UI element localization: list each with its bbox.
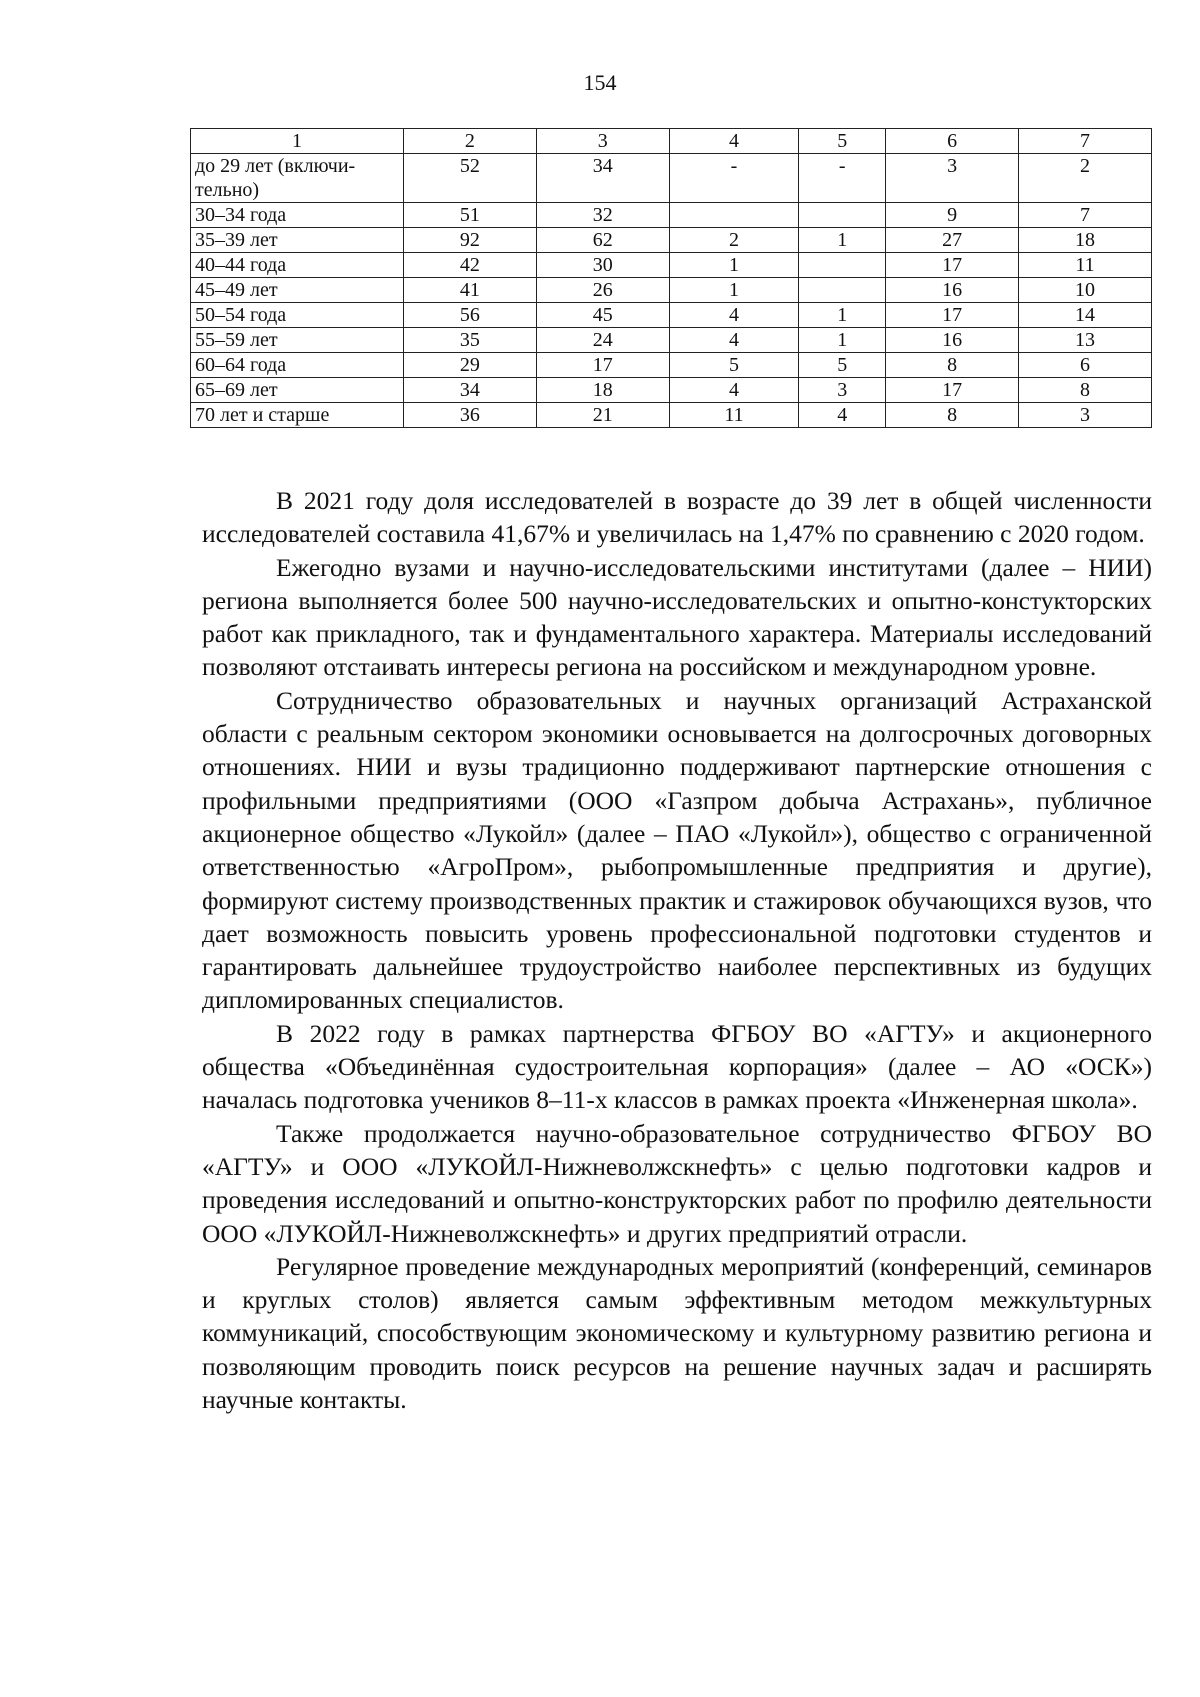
table-header-row: [191, 129, 1152, 154]
value-cell: 1: [669, 278, 798, 303]
age-group-cell: 55–59 лет: [191, 328, 404, 353]
value-cell: 4: [669, 303, 798, 328]
value-cell: 17: [536, 353, 669, 378]
header-cell: 6: [886, 129, 1019, 154]
body-text: [202, 484, 1152, 1416]
table-row: [191, 403, 1152, 428]
value-cell: 3: [799, 378, 886, 403]
value-cell: 51: [404, 203, 537, 228]
value-cell: 41: [404, 278, 537, 303]
value-cell: 1: [669, 253, 798, 278]
value-cell: 16: [886, 278, 1019, 303]
value-cell: 17: [886, 303, 1019, 328]
age-group-cell: до 29 лет (включи-тельно): [191, 154, 404, 203]
table-row: [191, 328, 1152, 353]
value-cell: 3: [886, 154, 1019, 203]
value-cell: 1: [799, 303, 886, 328]
value-cell: 1: [799, 328, 886, 353]
value-cell: 2: [1019, 154, 1152, 203]
header-cell: 1: [191, 129, 404, 154]
age-distribution-table: [190, 128, 1152, 428]
paragraph: Сотрудничество образовательных и научных организаций Астраханской области с реальным сектором экономики основывается на долгосрочных договорных отношениях. НИИ и вузы традиционно поддерживают партнерские отношения с профильными предприятиями (ООО «Газпром добыча Астрахань», публичное акционерное общество «Лукойл» (далее – ПАО «Лукойл»), общество с ограниченной ответственностью «АгроПром», рыбопромышленные предприятия и другие), формируют систему производственных практик и стажировок обучающихся вузов, что дает возможность повысить уровень профессиональной подготовки студентов и гарантировать дальнейшее трудоустройство наиболее перспективных из будущих дипломированных специалистов.: [202, 685, 1152, 1015]
value-cell: 21: [536, 403, 669, 428]
header-cell: 2: [404, 129, 537, 154]
value-cell: 32: [536, 203, 669, 228]
value-cell: 35: [404, 328, 537, 353]
value-cell: [669, 203, 798, 228]
header-cell: 3: [536, 129, 669, 154]
age-group-cell: 45–49 лет: [191, 278, 404, 303]
value-cell: 16: [886, 328, 1019, 353]
table-row: [191, 378, 1152, 403]
age-group-cell: 65–69 лет: [191, 378, 404, 403]
value-cell: [799, 278, 886, 303]
age-group-cell: 50–54 года: [191, 303, 404, 328]
paragraph: В 2021 году доля исследователей в возрасте до 39 лет в общей численности исследователей составила 41,67% и увеличилась на 1,47% по сравнению с 2020 годом.: [202, 486, 1152, 549]
value-cell: 4: [669, 378, 798, 403]
value-cell: 9: [886, 203, 1019, 228]
value-cell: -: [669, 154, 798, 203]
value-cell: 11: [1019, 253, 1152, 278]
value-cell: 3: [1019, 403, 1152, 428]
value-cell: 8: [886, 403, 1019, 428]
paragraph: В 2022 году в рамках партнерства ФГБОУ ВО «АГТУ» и акционерного общества «Объединённая судостроительная корпорация» (далее – АО «ОСК») началась подготовка учеников 8–11-х классов в рамках проекта «Инженерная школа».: [202, 1018, 1152, 1115]
value-cell: 56: [404, 303, 537, 328]
header-cell: 7: [1019, 129, 1152, 154]
value-cell: 45: [536, 303, 669, 328]
value-cell: 7: [1019, 203, 1152, 228]
value-cell: 18: [1019, 228, 1152, 253]
value-cell: 24: [536, 328, 669, 353]
value-cell: 6: [1019, 353, 1152, 378]
value-cell: 26: [536, 278, 669, 303]
value-cell: 2: [669, 228, 798, 253]
value-cell: [799, 203, 886, 228]
value-cell: 10: [1019, 278, 1152, 303]
table-row: [191, 203, 1152, 228]
table-row: [191, 278, 1152, 303]
value-cell: 29: [404, 353, 537, 378]
value-cell: 1: [799, 228, 886, 253]
header-cell: 5: [799, 129, 886, 154]
table-row: [191, 154, 1152, 203]
value-cell: [799, 253, 886, 278]
value-cell: 18: [536, 378, 669, 403]
page-number: 154: [583, 70, 617, 95]
table-row: [191, 353, 1152, 378]
value-cell: 4: [669, 328, 798, 353]
table-row: [191, 253, 1152, 278]
header-cell: 4: [669, 129, 798, 154]
value-cell: 34: [404, 378, 537, 403]
value-cell: 5: [799, 353, 886, 378]
value-cell: 30: [536, 253, 669, 278]
table-row: [191, 303, 1152, 328]
value-cell: 13: [1019, 328, 1152, 353]
value-cell: -: [799, 154, 886, 203]
age-group-cell: 30–34 года: [191, 203, 404, 228]
age-group-cell: 60–64 года: [191, 353, 404, 378]
table-row: [191, 228, 1152, 253]
value-cell: 27: [886, 228, 1019, 253]
paragraph: Регулярное проведение международных мероприятий (конференций, семинаров и круглых столов) является самым эффективным методом межкультурных коммуникаций, способствующим экономическому и культурному развитию региона и позволяющим проводить поиск ресурсов на решение научных задач и расширять научные контакты.: [202, 1251, 1152, 1415]
age-group-cell: 70 лет и старше: [191, 403, 404, 428]
value-cell: 17: [886, 378, 1019, 403]
value-cell: 36: [404, 403, 537, 428]
value-cell: 8: [1019, 378, 1152, 403]
paragraph: Также продолжается научно-образовательное сотрудничество ФГБОУ ВО «АГТУ» и ООО «ЛУКОЙЛ-Нижневолжскнефть» с целью подготовки кадров и проведения исследований и опытно-конструкторских работ по профилю деятельности ООО «ЛУКОЙЛ-Нижневолжскнефть» и других предприятий отрасли.: [202, 1118, 1152, 1248]
value-cell: 4: [799, 403, 886, 428]
value-cell: 11: [669, 403, 798, 428]
value-cell: 62: [536, 228, 669, 253]
paragraph: Ежегодно вузами и научно-исследовательскими институтами (далее – НИИ) региона выполняется более 500 научно-исследовательских и опытно-констукторских работ как прикладного, так и фундаментального характера. Материалы исследований позволяют отстаивать интересы региона на российском и международном уровне.: [202, 552, 1152, 682]
value-cell: 42: [404, 253, 537, 278]
value-cell: 52: [404, 154, 537, 203]
age-group-cell: 35–39 лет: [191, 228, 404, 253]
value-cell: 92: [404, 228, 537, 253]
value-cell: 34: [536, 154, 669, 203]
value-cell: 8: [886, 353, 1019, 378]
age-group-cell: 40–44 года: [191, 253, 404, 278]
value-cell: 14: [1019, 303, 1152, 328]
value-cell: 5: [669, 353, 798, 378]
value-cell: 17: [886, 253, 1019, 278]
